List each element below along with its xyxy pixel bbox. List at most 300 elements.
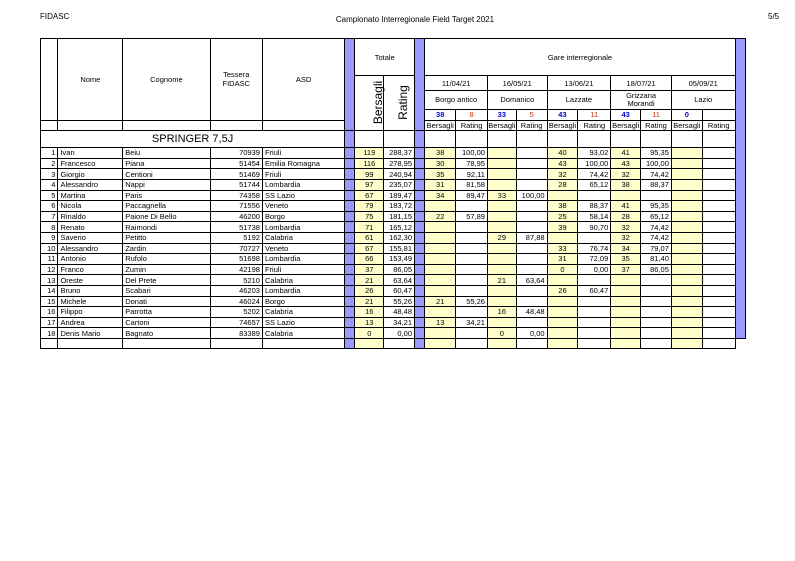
col-rating [384,76,415,131]
event-place: Domanico [487,91,547,110]
total-rating: 60,47 [384,285,415,296]
last-name: Paione Di Bello [123,211,210,222]
event-bersagli: 31 [547,254,578,265]
total-bersagli: 79 [355,201,384,212]
last-name: Donati [123,296,210,307]
event-bersagli: 28 [547,179,578,190]
event-rating: 95,35 [641,201,672,212]
table-row [41,243,746,254]
event-bersagli: 32 [547,169,578,180]
total-bersagli: 67 [355,190,384,201]
event-rating: 74,42 [641,222,672,233]
rank: 4 [41,179,58,190]
club: Veneto [262,243,344,254]
table-row [41,296,746,307]
table-row [41,328,746,339]
event-bersagli [611,296,641,307]
event-date: 05/09/21 [671,76,735,91]
event-bersagli [425,307,456,318]
event-rating: 0,00 [578,264,611,275]
total-bersagli: 75 [355,211,384,222]
club: Borgo [262,211,344,222]
event-bersagli: 16 [487,307,516,318]
event-rating: 65,12 [578,179,611,190]
last-name: Paris [123,190,210,201]
event-bersagli [671,158,702,169]
last-name: Beiu [123,148,210,159]
event-rating [702,190,735,201]
table-row [41,222,746,233]
total-rating: 183,72 [384,201,415,212]
total-bersagli: 116 [355,158,384,169]
club: Calabria [262,307,344,318]
table-row [41,158,746,169]
event-bersagli [487,169,516,180]
table-row [41,201,746,212]
rank: 18 [41,328,58,339]
table-row [41,275,746,286]
event-bersagli [547,307,578,318]
sub-rating-label: Rating [516,120,547,131]
event-bersagli: 32 [611,222,641,233]
last-name: Paccagnella [123,201,210,212]
col-nome: Nome [58,39,123,121]
sub-rating-label: Rating [641,120,672,131]
event-rating [516,285,547,296]
club: Calabria [262,275,344,286]
event-rating [641,317,672,328]
event-bersagli [671,211,702,222]
card-number: 70939 [210,148,262,159]
event-rating-count: 11 [578,110,611,121]
total-rating: 55,26 [384,296,415,307]
event-rating: 87,88 [516,232,547,243]
event-rating [578,190,611,201]
event-rating-count [702,110,735,121]
event-bersagli [425,254,456,265]
total-bersagli: 0 [355,328,384,339]
club: Lombardia [262,222,344,233]
last-name: Piana [123,158,210,169]
event-rating [516,243,547,254]
total-rating: 288,37 [384,148,415,159]
event-bersagli: 43 [611,158,641,169]
event-bersagli [487,264,516,275]
table-row [41,232,746,243]
event-bersagli [487,317,516,328]
event-rating: 76,74 [578,243,611,254]
event-rating: 74,42 [641,232,672,243]
event-bersagli: 21 [425,296,456,307]
event-rating [516,254,547,265]
event-rating [516,169,547,180]
event-rating [702,201,735,212]
total-bersagli: 13 [355,317,384,328]
rank: 5 [41,190,58,201]
total-bersagli: 16 [355,307,384,318]
event-rating: 79,07 [641,243,672,254]
event-bersagli [425,328,456,339]
last-name: Nappi [123,179,210,190]
event-bersagli [425,232,456,243]
page-title: Campionato Interregionale Field Target 2021 [335,15,495,24]
event-bersagli: 41 [611,201,641,212]
event-rating: 34,21 [456,317,488,328]
event-rating [702,148,735,159]
event-rating [516,158,547,169]
first-name: Oreste [58,275,123,286]
col-totale: Totale [355,39,415,76]
event-bersagli [671,285,702,296]
event-place: Grizzana Morandi [611,91,672,110]
event-rating: 78,95 [456,158,488,169]
event-bersagli [487,211,516,222]
event-rating [702,317,735,328]
first-name: Andrea [58,317,123,328]
card-number: 51454 [210,158,262,169]
card-number: 83389 [210,328,262,339]
event-bersagli [547,328,578,339]
total-bersagli: 119 [355,148,384,159]
event-rating: 100,00 [578,158,611,169]
event-rating: 86,05 [641,264,672,275]
club: Friuli [262,264,344,275]
event-rating [516,317,547,328]
event-rating [456,243,488,254]
first-name: Michele [58,296,123,307]
event-rating [702,285,735,296]
event-bersagli [671,190,702,201]
first-name: Filippo [58,307,123,318]
rank: 6 [41,201,58,212]
event-bersagli: 13 [425,317,456,328]
rank: 2 [41,158,58,169]
event-bersagli [611,307,641,318]
event-bersagli [671,264,702,275]
sub-bersagli-label: Bersagli [612,120,640,130]
event-bersagli: 35 [611,254,641,265]
event-bersagli [425,264,456,275]
table-row [41,169,746,180]
card-number: 5192 [210,232,262,243]
club: SS Lazio [262,190,344,201]
event-bersagli [547,317,578,328]
event-rating [516,211,547,222]
total-rating: 153,49 [384,254,415,265]
event-rating [516,264,547,275]
total-rating: 155,81 [384,243,415,254]
event-rating [702,211,735,222]
event-bersagli [671,201,702,212]
event-rating [456,307,488,318]
club: SS Lazio [262,317,344,328]
sub-bersagli-label: Bersagli [548,120,577,130]
total-rating: 0,00 [384,328,415,339]
club: Calabria [262,328,344,339]
table-row [41,317,746,328]
rank: 12 [41,264,58,275]
event-rating [578,317,611,328]
event-rating: 48,48 [516,307,547,318]
event-date: 18/07/21 [611,76,672,91]
event-rating [456,264,488,275]
event-bersagli [611,328,641,339]
event-bersagli [611,190,641,201]
event-bersagli [671,243,702,254]
card-number: 46200 [210,211,262,222]
card-number: 71556 [210,201,262,212]
card-number: 51744 [210,179,262,190]
club: Borgo [262,296,344,307]
event-rating [456,254,488,265]
event-rating [641,328,672,339]
event-bersagli [547,275,578,286]
org-label: FIDASC [40,12,70,21]
table-row [41,285,746,296]
event-rating [456,275,488,286]
event-rating [641,285,672,296]
event-bersagli: 22 [425,211,456,222]
event-rating: 72,09 [578,254,611,265]
col-gare: Gare interregionale [425,39,735,76]
event-rating: 74,42 [641,169,672,180]
event-bersagli: 35 [425,169,456,180]
rank: 16 [41,307,58,318]
first-name: Saverio [58,232,123,243]
rank: 15 [41,296,58,307]
total-bersagli: 26 [355,285,384,296]
event-date: 11/04/21 [425,76,488,91]
rank: 11 [41,254,58,265]
total-bersagli: 61 [355,232,384,243]
total-rating: 86,05 [384,264,415,275]
event-rating: 89,47 [456,190,488,201]
col-tessera: Tessera FIDASC [210,39,262,121]
table-row [41,190,746,201]
event-bersagli: 28 [611,211,641,222]
total-rating: 162,30 [384,232,415,243]
event-place: Borgo antico [425,91,488,110]
event-bersagli [425,222,456,233]
event-bersagli: 38 [425,148,456,159]
last-name: Del Prete [123,275,210,286]
table-row [41,254,746,265]
card-number: 74657 [210,317,262,328]
table-row [41,179,746,190]
first-name: Rinaldo [58,211,123,222]
event-bersagli-count: 33 [487,110,516,121]
total-bersagli: 21 [355,296,384,307]
event-rating [641,275,672,286]
sub-bersagli-label: Bersagli [488,120,516,130]
event-bersagli: 32 [611,232,641,243]
event-bersagli: 0 [487,328,516,339]
event-bersagli [487,243,516,254]
event-bersagli-count: 38 [425,110,456,121]
event-bersagli: 34 [611,243,641,254]
event-rating: 81,58 [456,179,488,190]
event-bersagli: 31 [425,179,456,190]
last-name: Bagnato [123,328,210,339]
event-rating [702,254,735,265]
event-bersagli [425,201,456,212]
event-rating: 88,37 [578,201,611,212]
table-row [41,148,746,159]
event-bersagli [671,232,702,243]
event-rating [578,296,611,307]
first-name: Renato [58,222,123,233]
club: Lombardia [262,179,344,190]
event-rating [702,296,735,307]
total-rating: 63,64 [384,275,415,286]
sub-rating-label: Rating [702,120,735,131]
total-rating: 278,95 [384,158,415,169]
event-bersagli: 38 [547,201,578,212]
event-rating [702,243,735,254]
event-bersagli [671,254,702,265]
event-rating-count: 5 [516,110,547,121]
first-name: Bruno [58,285,123,296]
event-place: Lazio [671,91,735,110]
event-rating: 60,47 [578,285,611,296]
event-bersagli [611,285,641,296]
last-name: Parrotta [123,307,210,318]
event-bersagli [487,179,516,190]
event-place: Lazzate [547,91,611,110]
total-rating: 189,47 [384,190,415,201]
club: Lombardia [262,254,344,265]
event-bersagli: 25 [547,211,578,222]
event-bersagli [611,317,641,328]
first-name: Martina [58,190,123,201]
first-name: Franco [58,264,123,275]
event-rating [702,179,735,190]
event-rating [578,307,611,318]
event-rating [578,232,611,243]
event-bersagli [671,148,702,159]
first-name: Alessandro [58,179,123,190]
event-rating [456,232,488,243]
event-bersagli: 41 [611,148,641,159]
event-rating: 81,40 [641,254,672,265]
event-bersagli: 29 [487,232,516,243]
first-name: Alessandro [58,243,123,254]
col-bersagli [355,76,384,131]
event-rating-count: 11 [641,110,672,121]
event-bersagli [487,158,516,169]
event-rating [641,296,672,307]
rank: 1 [41,148,58,159]
event-rating [702,264,735,275]
event-bersagli-count: 43 [547,110,578,121]
event-bersagli [487,296,516,307]
event-rating: 55,26 [456,296,488,307]
col-cognome: Cognome [123,39,210,121]
event-bersagli [671,307,702,318]
event-rating: 0,00 [516,328,547,339]
rank: 10 [41,243,58,254]
event-rating: 63,64 [516,275,547,286]
club: Lombardia [262,285,344,296]
event-rating [702,275,735,286]
card-number: 51698 [210,254,262,265]
event-bersagli: 39 [547,222,578,233]
event-rating: 58,14 [578,211,611,222]
first-name: Francesco [58,158,123,169]
total-rating: 235,07 [384,179,415,190]
total-rating: 48,48 [384,307,415,318]
event-bersagli-count: 0 [671,110,702,121]
last-name: Scabari [123,285,210,296]
club: Veneto [262,201,344,212]
event-bersagli [671,328,702,339]
last-name: Petitto [123,232,210,243]
event-rating [516,201,547,212]
event-bersagli-count: 43 [611,110,641,121]
total-bersagli: 67 [355,243,384,254]
event-rating: 65,12 [641,211,672,222]
total-bersagli: 66 [355,254,384,265]
event-bersagli [487,222,516,233]
card-number: 46024 [210,296,262,307]
event-bersagli: 0 [547,264,578,275]
event-rating: 93,02 [578,148,611,159]
event-rating: 90,70 [578,222,611,233]
event-bersagli [671,296,702,307]
event-bersagli: 21 [487,275,516,286]
rank: 13 [41,275,58,286]
table-row [41,211,746,222]
event-rating [578,328,611,339]
event-rating: 100,00 [456,148,488,159]
event-rating [456,201,488,212]
total-bersagli: 97 [355,179,384,190]
sub-rating-label: Rating [456,120,488,131]
event-bersagli [671,222,702,233]
event-rating: 74,42 [578,169,611,180]
event-bersagli: 30 [425,158,456,169]
rank: 8 [41,222,58,233]
event-rating [516,148,547,159]
event-rating [456,222,488,233]
last-name: Cartoni [123,317,210,328]
total-rating: 165,12 [384,222,415,233]
rank: 14 [41,285,58,296]
event-bersagli [611,275,641,286]
event-rating [456,285,488,296]
club: Friuli [262,169,344,180]
event-rating: 100,00 [641,158,672,169]
total-rating: 34,21 [384,317,415,328]
first-name: Ivan [58,148,123,159]
event-rating [516,296,547,307]
card-number: 42198 [210,264,262,275]
card-number: 70727 [210,243,262,254]
event-bersagli [671,275,702,286]
card-number: 74358 [210,190,262,201]
table-row [41,307,746,318]
event-rating [702,222,735,233]
card-number: 51738 [210,222,262,233]
event-bersagli: 33 [547,243,578,254]
card-number: 5210 [210,275,262,286]
sub-bersagli-label: Bersagli [426,120,454,130]
category-label: SPRINGER 7,5J [41,131,345,148]
table-row [41,264,746,275]
event-rating [516,222,547,233]
total-bersagli: 37 [355,264,384,275]
event-bersagli: 43 [547,158,578,169]
